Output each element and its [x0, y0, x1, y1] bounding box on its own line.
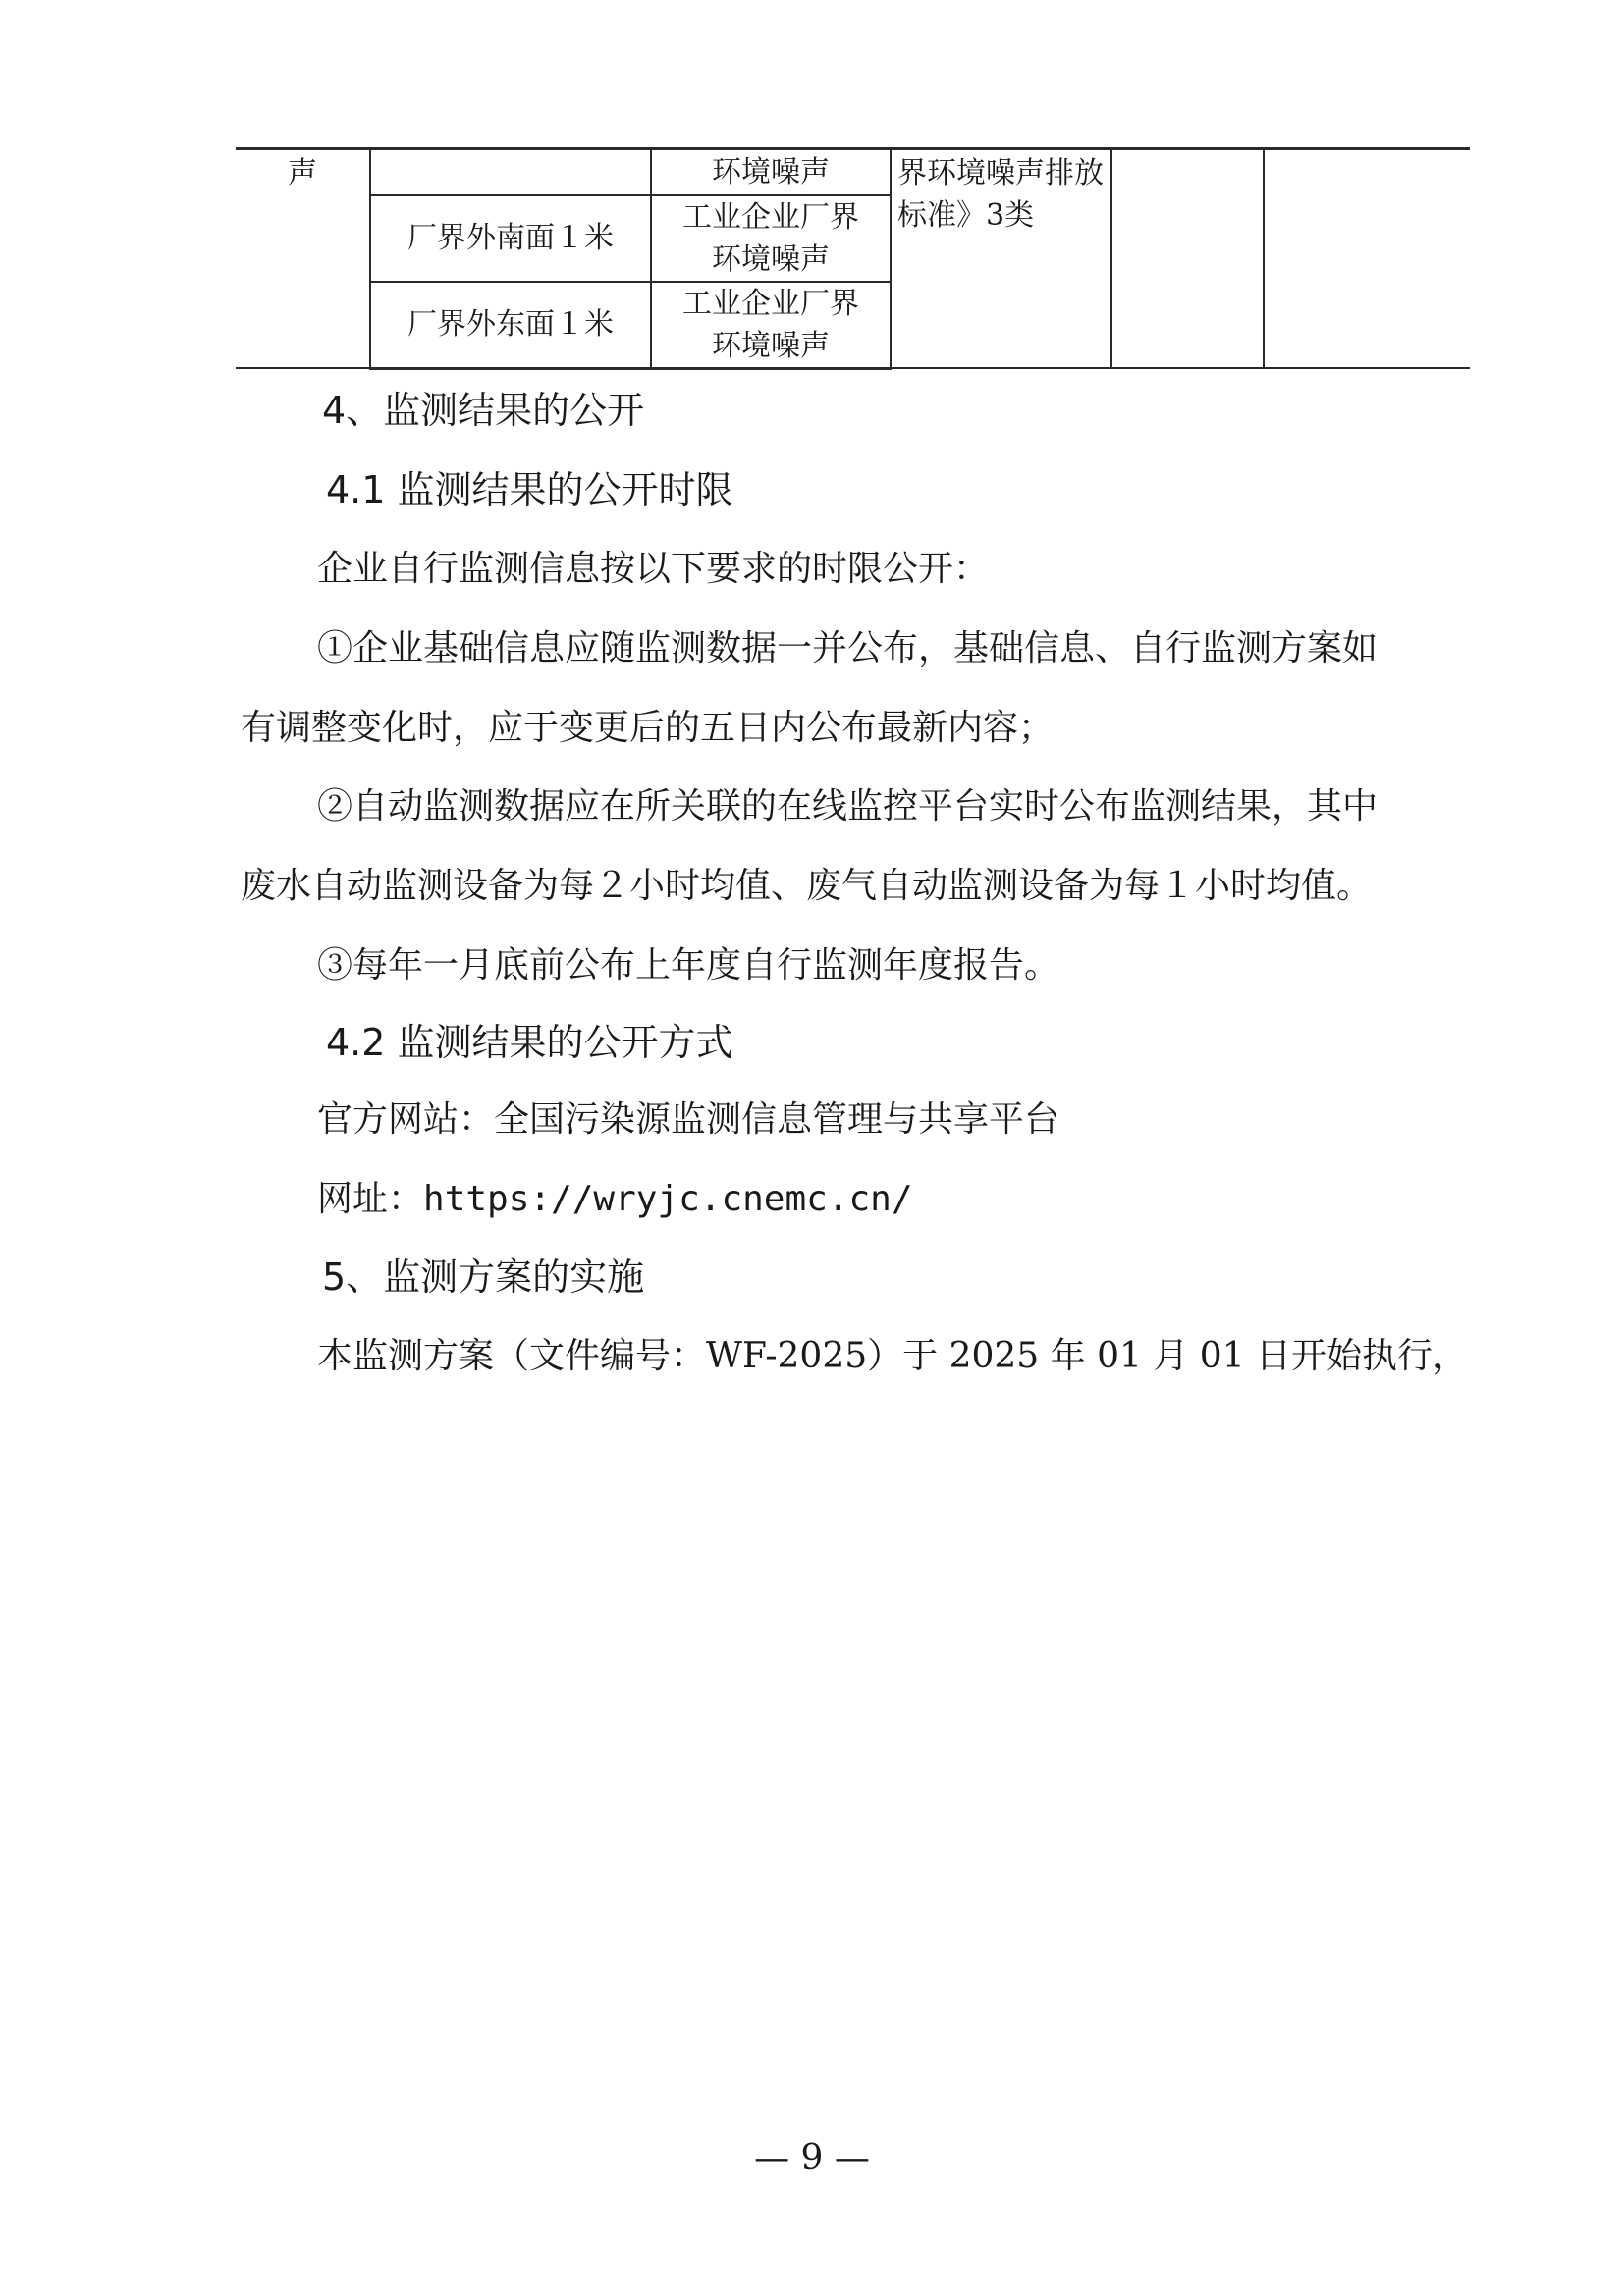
item-1-line-2: 有调整变化时，应于变更后的五日内公布最新内容；	[241, 708, 1055, 748]
table-cell-empty	[1264, 149, 1470, 369]
official-website: 官方网站：全国污染源监测信息管理与共享平台	[317, 1099, 1060, 1140]
item-2-line-1: ②自动监测数据应在所关联的在线监控平台实时公布监测结果，其中	[317, 786, 1379, 827]
item-3: ③每年一月底前公布上年度自行监测年度报告。	[317, 945, 1060, 986]
item-2-line-2: 废水自动监测设备为每２小时均值、废气自动监测设备为每１小时均值。	[241, 866, 1373, 906]
section-5-heading: 5、监测方案的实施	[322, 1255, 645, 1299]
factor-line: 环境噪声	[712, 328, 830, 363]
monitoring-table	[236, 147, 1470, 370]
table-cell-location: 厂界外南面１米	[370, 195, 651, 282]
section-4-1-intro: 企业自行监测信息按以下要求的时限公开：	[317, 549, 990, 589]
table-cell-category: 声	[236, 149, 370, 369]
section-4-heading: 4、监测结果的公开	[322, 389, 645, 432]
factor-line: 环境噪声	[712, 241, 830, 277]
table-cell-location: 厂界外东面１米	[370, 282, 651, 369]
table-row	[236, 149, 1470, 195]
section-4-1-heading: 4.1 监测结果的公开时限	[326, 468, 733, 511]
section-5-text: 本监测方案（文件编号：WF-2025）于 2025 年 01 月 01 日开始执行，	[317, 1336, 1469, 1376]
item-1-line-1: ①企业基础信息应随监测数据一并公布，基础信息、自行监测方案如	[317, 628, 1379, 668]
factor-line: 工业企业厂界	[682, 286, 859, 321]
factor-line: 工业企业厂界	[682, 199, 859, 235]
table-cell-factor	[651, 282, 891, 369]
table-cell-standard: 界环境噪声排放标准》3类	[891, 149, 1111, 369]
table-cell-factor: 环境噪声	[651, 149, 891, 195]
section-4-2-heading: 4.2 监测结果的公开方式	[326, 1021, 733, 1064]
table-cell-factor	[651, 195, 891, 282]
table-cell-empty	[1111, 149, 1264, 369]
url-link[interactable]: https://wryjc.cnemc.cn/	[423, 1179, 913, 1219]
website-address	[317, 1176, 913, 1223]
page-number: — 9 —	[754, 2138, 870, 2178]
table-cell-location	[370, 149, 651, 195]
url-label: 网址：	[317, 1179, 424, 1219]
